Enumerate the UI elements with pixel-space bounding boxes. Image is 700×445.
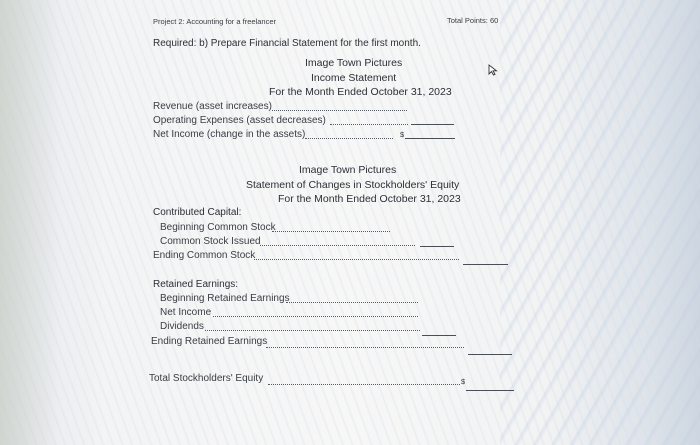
net-income-re-label: Net Income — [160, 307, 212, 318]
net-income-currency: $ — [400, 130, 405, 139]
total-currency: $ — [461, 377, 466, 386]
common-stock-issued-leader — [260, 245, 415, 246]
net-income-label: Net Income (change in the assets) — [153, 129, 306, 140]
net-income-answer-line[interactable] — [405, 138, 455, 139]
total-points: Total Points: 60 — [447, 16, 499, 25]
page-shadow-left — [0, 0, 60, 445]
revenue-label: Revenue (asset increases) — [153, 101, 272, 112]
beginning-common-stock-leader — [272, 231, 390, 232]
equity-period: For the Month Ended October 31, 2023 — [278, 193, 461, 205]
beginning-retained-earnings-label: Beginning Retained Earnings — [160, 293, 290, 304]
beginning-retained-earnings-leader — [286, 302, 418, 303]
total-stockholders-equity-leader — [268, 384, 460, 385]
net-income-re-leader — [213, 316, 418, 317]
ending-common-stock-label: Ending Common Stock — [153, 250, 256, 261]
operating-expenses-label: Operating Expenses (asset decreases) — [153, 115, 326, 126]
total-stockholders-equity-answer-line[interactable] — [466, 390, 514, 391]
ending-retained-earnings-answer-line[interactable] — [468, 354, 512, 355]
beginning-common-stock-label: Beginning Common Stock — [160, 222, 276, 233]
ending-common-stock-leader — [254, 259, 459, 260]
ending-common-stock-answer-line[interactable] — [463, 264, 508, 265]
dividends-leader — [205, 330, 420, 331]
income-company: Image Town Pictures — [305, 57, 403, 69]
income-title: Income Statement — [311, 72, 397, 84]
total-stockholders-equity-label: Total Stockholders' Equity — [149, 373, 264, 384]
equity-company: Image Town Pictures — [299, 164, 397, 176]
ending-retained-earnings-label: Ending Retained Earnings — [151, 336, 268, 347]
ending-retained-earnings-leader — [266, 347, 464, 348]
contributed-capital-heading: Contributed Capital: — [153, 207, 242, 218]
mouse-cursor-icon — [488, 64, 498, 76]
common-stock-issued-answer-line[interactable] — [420, 246, 454, 247]
page-moire-right — [500, 0, 700, 445]
income-period: For the Month Ended October 31, 2023 — [269, 86, 452, 98]
dividends-label: Dividends — [160, 321, 204, 332]
operating-expenses-leader — [330, 124, 408, 125]
retained-earnings-heading: Retained Earnings: — [153, 279, 239, 290]
operating-expenses-answer-line[interactable] — [411, 124, 454, 125]
project-label: Project 2: Accounting for a freelancer — [153, 17, 276, 26]
revenue-leader — [272, 110, 407, 111]
net-income-leader — [305, 138, 393, 139]
equity-title: Statement of Changes in Stockholders' Equity — [246, 179, 460, 191]
common-stock-issued-label: Common Stock Issued — [160, 236, 261, 247]
required-instruction: Required: b) Prepare Financial Statement for the first month. — [153, 38, 421, 49]
dividends-answer-line[interactable] — [422, 335, 456, 336]
